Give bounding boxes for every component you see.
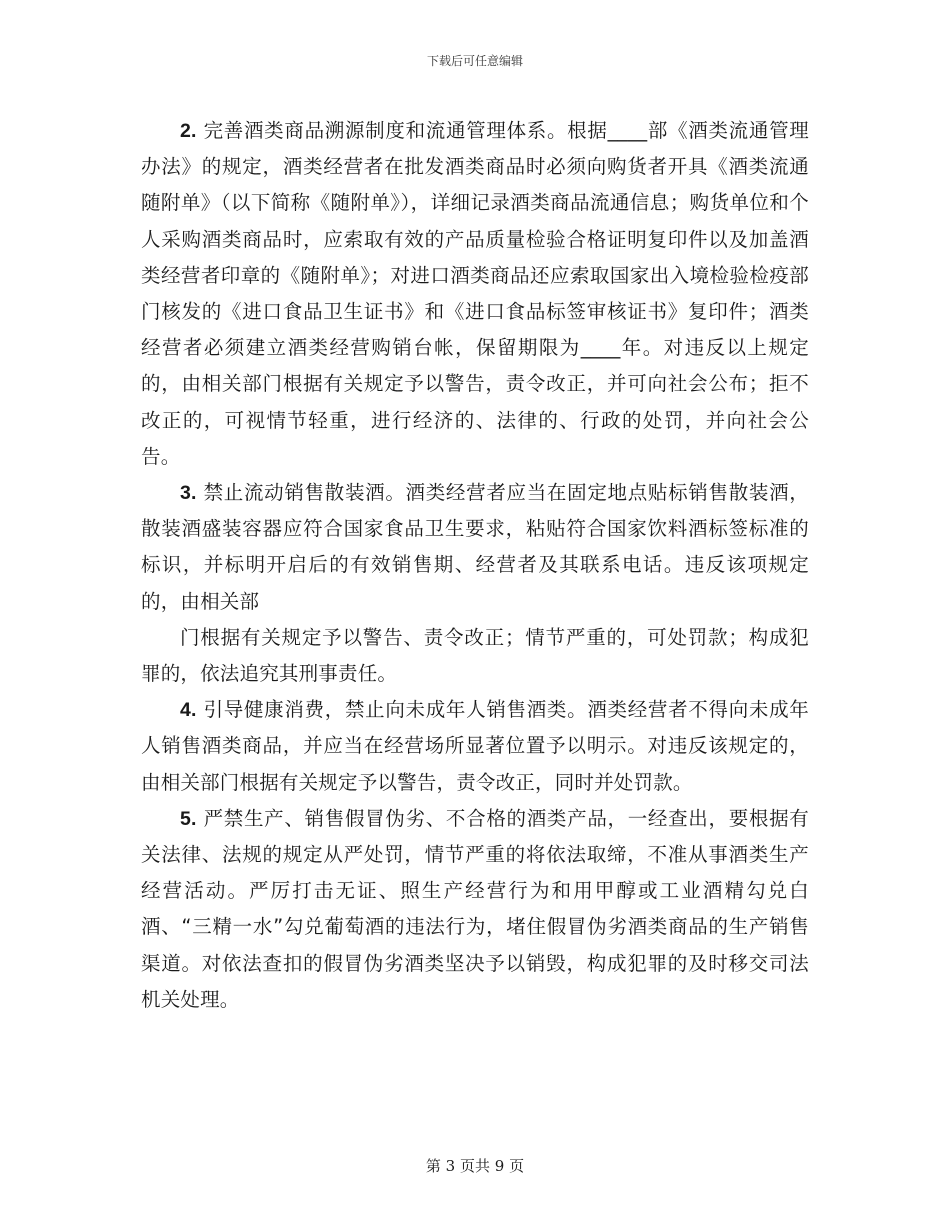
page-number: 第 3 页共 9 页 (425, 1157, 525, 1175)
paragraph-5 (141, 801, 809, 1018)
paragraph-text: 完善酒类商品溯源制度和流通管理体系。根据____部《酒类流通管理办法》的规定，酒类经营者在批发酒类商品时必须向购货者开具《酒类流通随附单》（以下简称《随附单》），详细记录酒类商品流通信息；购货单位和个人采购酒类商品时，应索取有效的产品质量检验合格证明复印件以及加盖酒类经营者印章的《随附单》；对进口酒类商品还应索取国家出入境检验检疫部门核发的《进口食品卫生证书》和《进口食品标签审核证书》复印件；酒类经营者必须建立酒类经营购销台帐，保留期限为____年。对违反以上规定的，由相关部门根据有关规定予以警告，责令改正，并可向社会公布；拒不改正的，可视情节轻重，进行经济的、法律的、行政的处罚，并向社会公告。 (141, 119, 809, 468)
header-note: 下载后可任意编辑 (426, 54, 523, 68)
item-number: 2. (180, 120, 197, 142)
paragraph-text: 引导健康消费，禁止向未成年人销售酒类。酒类经营者不得向未成年人销售酒类商品，并应当在经营场所显著位置予以明示。对违反该规定的，由相关部门根据有关规定予以警告，责令改正，同时并处罚款。 (141, 698, 809, 794)
paragraph-text: 严禁生产、销售假冒伪劣、不合格的酒类产品，一经查出，要根据有关法律、法规的规定从严处罚，情节严重的将依法取缔，不准从事酒类生产经营活动。严厉打击无证、照生产经营行为和用甲醇或工业酒精勾兑白酒、“三精一水”勾兑葡萄酒的违法行为，堵住假冒伪劣酒类商品的生产销售渠道。对依法查扣的假冒伪劣酒类坚决予以销毁，构成犯罪的及时移交司法机关处理。 (141, 806, 809, 1011)
item-number: 5. (180, 807, 197, 830)
paragraph-3-continued (141, 620, 809, 692)
paragraph-text: 门根据有关规定予以警告、责令改正；情节严重的，可处罚款；构成犯罪的，依法追究其刑事责任。 (141, 625, 809, 686)
paragraph-text: 禁止流动销售散装酒。酒类经营者应当在固定地点贴标销售散装酒，散装酒盛装容器应符合国家食品卫生要求，粘贴符合国家饮料酒标签标准的标识，并标明开启后的有效销售期、经营者及其联系电话。违反该项规定的，由相关部 (141, 481, 809, 613)
item-number: 3. (180, 482, 197, 505)
item-number: 4. (180, 699, 197, 722)
paragraph-4 (141, 692, 809, 801)
paragraph-3 (141, 475, 809, 620)
paragraph-2 (141, 113, 809, 475)
document-body (141, 113, 809, 1018)
